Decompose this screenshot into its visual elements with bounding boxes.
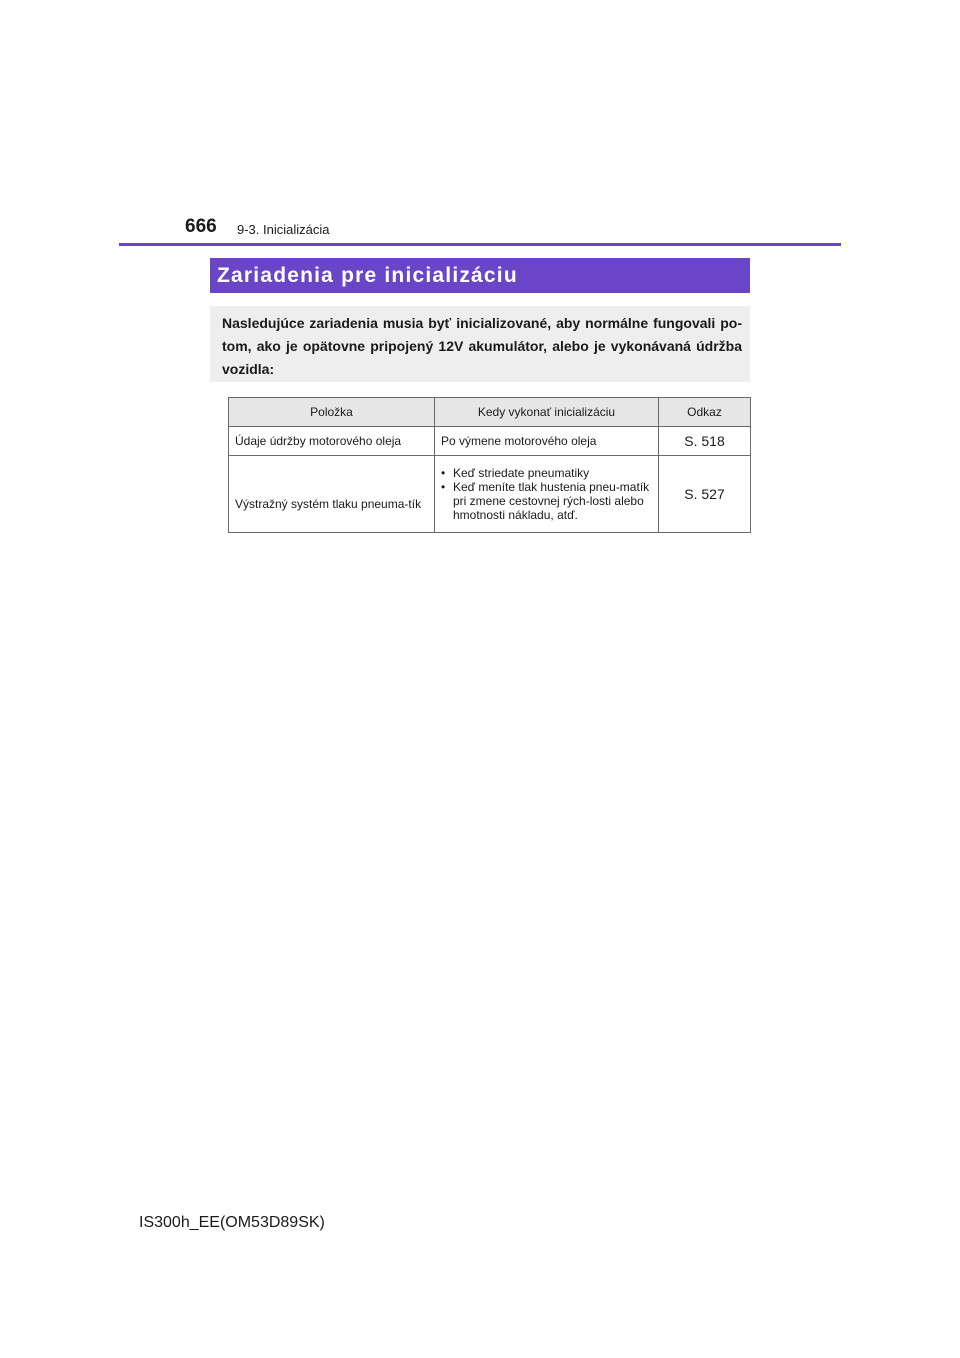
column-header-when: Kedy vykonať inicializáciu bbox=[435, 398, 659, 427]
list-item-text: Keď meníte tlak hustenia pneu-matík pri zmene cestovnej rých-losti alebo hmotnosti nákladu, atď. bbox=[453, 480, 650, 522]
section-reference: 9-3. Inicializácia bbox=[237, 222, 330, 237]
document-code: IS300h_EE(OM53D89SK) bbox=[139, 1214, 325, 1231]
section-title-bar bbox=[210, 258, 750, 293]
header-rule bbox=[119, 243, 841, 246]
table-row bbox=[229, 427, 751, 456]
intro-panel bbox=[210, 306, 750, 382]
initialization-table bbox=[228, 397, 751, 533]
intro-text: Nasledujúce zariadenia musia byť inicializované, aby normálne fungovali po-tom, ako je opätovne pripojený 12V akumulátor, alebo je vykonávaná údržba vozidla: bbox=[222, 315, 742, 377]
table-cell-when: Po výmene motorového oleja bbox=[435, 427, 659, 456]
column-header-reference: Odkaz bbox=[659, 398, 751, 427]
table-cell-reference: S. 518 bbox=[659, 427, 751, 456]
bullet-icon: • bbox=[441, 480, 446, 494]
table-cell-item bbox=[229, 456, 435, 533]
table-cell-item-text: Výstražný systém tlaku pneuma-tík bbox=[235, 497, 422, 511]
section-title: Zariadenia pre inicializáciu bbox=[217, 264, 518, 287]
table-row bbox=[229, 456, 751, 533]
table-cell-item: Údaje údržby motorového oleja bbox=[229, 427, 435, 456]
bullet-icon: • bbox=[441, 466, 446, 480]
table-header-row bbox=[229, 398, 751, 427]
list-item bbox=[441, 480, 652, 522]
table-cell-when bbox=[435, 456, 659, 533]
list-item bbox=[441, 466, 652, 480]
table-cell-reference: S. 527 bbox=[659, 456, 751, 533]
column-header-item: Položka bbox=[229, 398, 435, 427]
list-item-text: Keď striedate pneumatiky bbox=[453, 466, 590, 480]
page-number: 666 bbox=[185, 216, 217, 237]
